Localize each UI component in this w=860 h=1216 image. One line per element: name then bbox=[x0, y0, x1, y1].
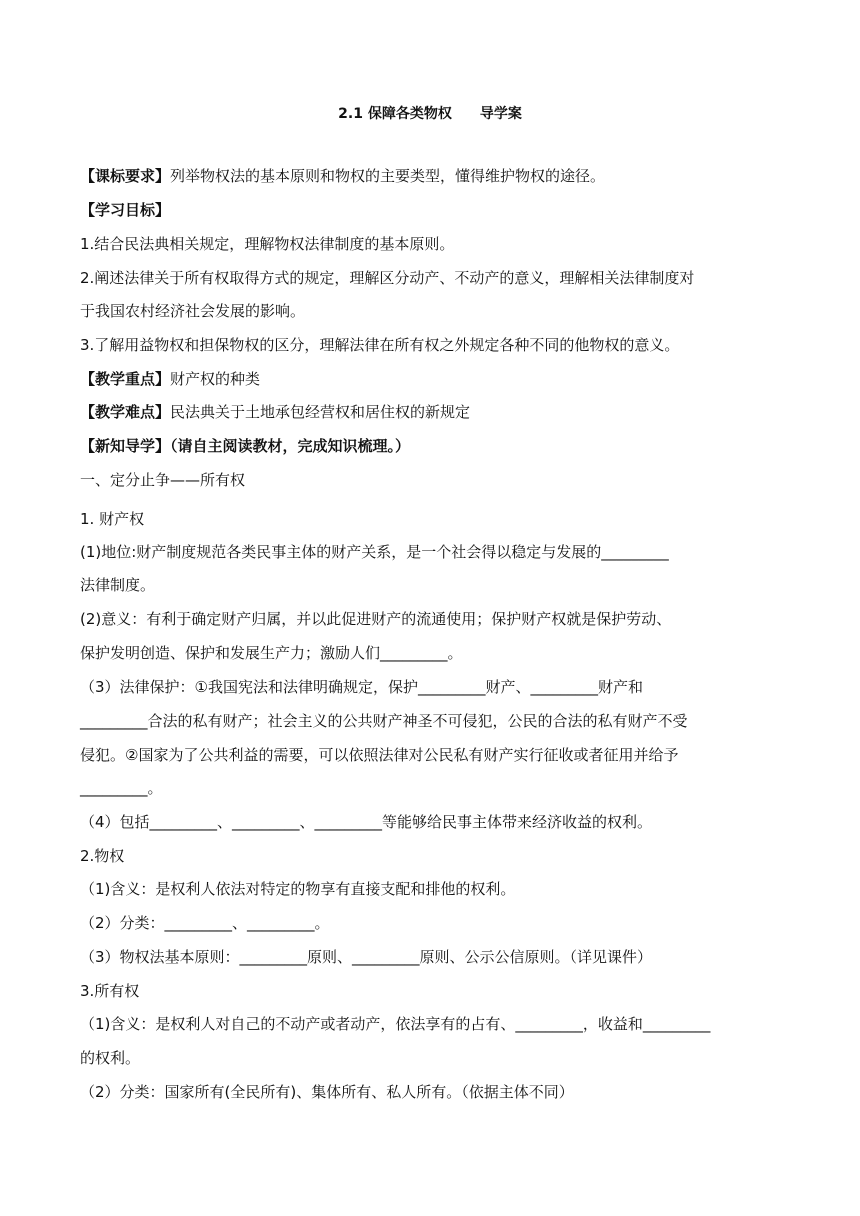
line-label: 【教学重点】 bbox=[80, 370, 171, 388]
line-text: 保护发明创造、保护和发展生产力；激励人们_________。 bbox=[80, 644, 463, 662]
text-line bbox=[80, 436, 785, 456]
line-text: （2）分类：_________、_________。 bbox=[80, 914, 330, 932]
line-text: 的权利。 bbox=[80, 1049, 141, 1067]
text-line bbox=[80, 402, 785, 422]
text-line bbox=[80, 470, 785, 490]
line-label: 【新知导学】（请自主阅读教材，完成知识梳理。） bbox=[80, 437, 411, 455]
text-line bbox=[80, 778, 785, 798]
line-text: （1)含义：是权利人对自己的不动产或者动产，依法享有的占有、_________，收益和_________ bbox=[80, 1015, 711, 1033]
line-text: （3）法律保护：①我国宪法和法律明确规定，保护_________财产、_________财产和 bbox=[80, 678, 643, 696]
line-text: （1)含义：是权利人依法对特定的物享有直接支配和排他的权利。 bbox=[80, 880, 516, 898]
text-line bbox=[80, 200, 785, 220]
line-text: (2)意义：有利于确定财产归属，并以此促进财产的流通使用；保护财产权就是保护劳动、 bbox=[80, 610, 672, 628]
text-line bbox=[80, 846, 785, 866]
text-line bbox=[80, 575, 785, 595]
text-line bbox=[80, 1014, 785, 1034]
title-text: 2.1 保障各类物权 bbox=[338, 106, 452, 122]
page-title bbox=[0, 103, 860, 123]
line-text: 一、定分止争——所有权 bbox=[80, 471, 246, 489]
line-text: 3.了解用益物权和担保物权的区分，理解法律在所有权之外规定各种不同的他物权的意义。 bbox=[80, 336, 680, 354]
line-label: 【课标要求】 bbox=[80, 167, 171, 185]
line-text: 民法典关于土地承包经营权和居住权的新规定 bbox=[170, 403, 471, 421]
line-text: _________。 bbox=[80, 779, 163, 797]
line-text: （4）包括_________、_________、_________等能够给民事主体带来经济收益的权利。 bbox=[80, 813, 653, 831]
text-line bbox=[80, 879, 785, 899]
text-line bbox=[80, 335, 785, 355]
text-line bbox=[80, 745, 785, 765]
line-text: 3.所有权 bbox=[80, 982, 140, 1000]
line-text: (1)地位:财产制度规范各类民事主体的财产关系，是一个社会得以稳定与发展的_________ bbox=[80, 543, 669, 561]
line-label: 【教学难点】 bbox=[80, 403, 171, 421]
text-line bbox=[80, 166, 785, 186]
line-text: （2）分类：国家所有(全民所有)、集体所有、私人所有。（依据主体不同） bbox=[80, 1083, 574, 1101]
text-line bbox=[80, 1048, 785, 1068]
text-line bbox=[80, 509, 785, 529]
text-line bbox=[80, 369, 785, 389]
line-text: 列举物权法的基本原则和物权的主要类型，懂得维护物权的途径。 bbox=[170, 167, 606, 185]
line-text: 1. 财产权 bbox=[80, 510, 145, 528]
line-text: 财产权的种类 bbox=[170, 370, 261, 388]
text-line bbox=[80, 643, 785, 663]
text-line bbox=[80, 609, 785, 629]
text-line bbox=[80, 1082, 785, 1102]
text-line bbox=[80, 981, 785, 1001]
text-line bbox=[80, 301, 785, 321]
text-line bbox=[80, 677, 785, 697]
text-line bbox=[80, 812, 785, 832]
line-text: 2.物权 bbox=[80, 847, 125, 865]
text-line bbox=[80, 268, 785, 288]
text-line bbox=[80, 542, 785, 562]
line-text: 侵犯。②国家为了公共利益的需要，可以依照法律对公民私有财产实行征收或者征用并给予 bbox=[80, 746, 679, 764]
text-line bbox=[80, 234, 785, 254]
title-suffix: 导学案 bbox=[479, 106, 522, 122]
text-line bbox=[80, 711, 785, 731]
text-line bbox=[80, 913, 785, 933]
line-text: 2.阐述法律关于所有权取得方式的规定，理解区分动产、不动产的意义，理解相关法律制度对 bbox=[80, 269, 695, 287]
text-line bbox=[80, 947, 785, 967]
line-label: 【学习目标】 bbox=[80, 201, 171, 219]
line-text: 于我国农村经济社会发展的影响。 bbox=[80, 302, 306, 320]
line-text: 1.结合民法典相关规定，理解物权法律制度的基本原则。 bbox=[80, 235, 455, 253]
line-text: 法律制度。 bbox=[80, 576, 156, 594]
line-text: （3）物权法基本原则：_________原则、_________原则、公示公信原则。（详见课件） bbox=[80, 948, 653, 966]
line-text: _________合法的私有财产；社会主义的公共财产神圣不可侵犯，公民的合法的私有财产不受 bbox=[80, 712, 688, 730]
